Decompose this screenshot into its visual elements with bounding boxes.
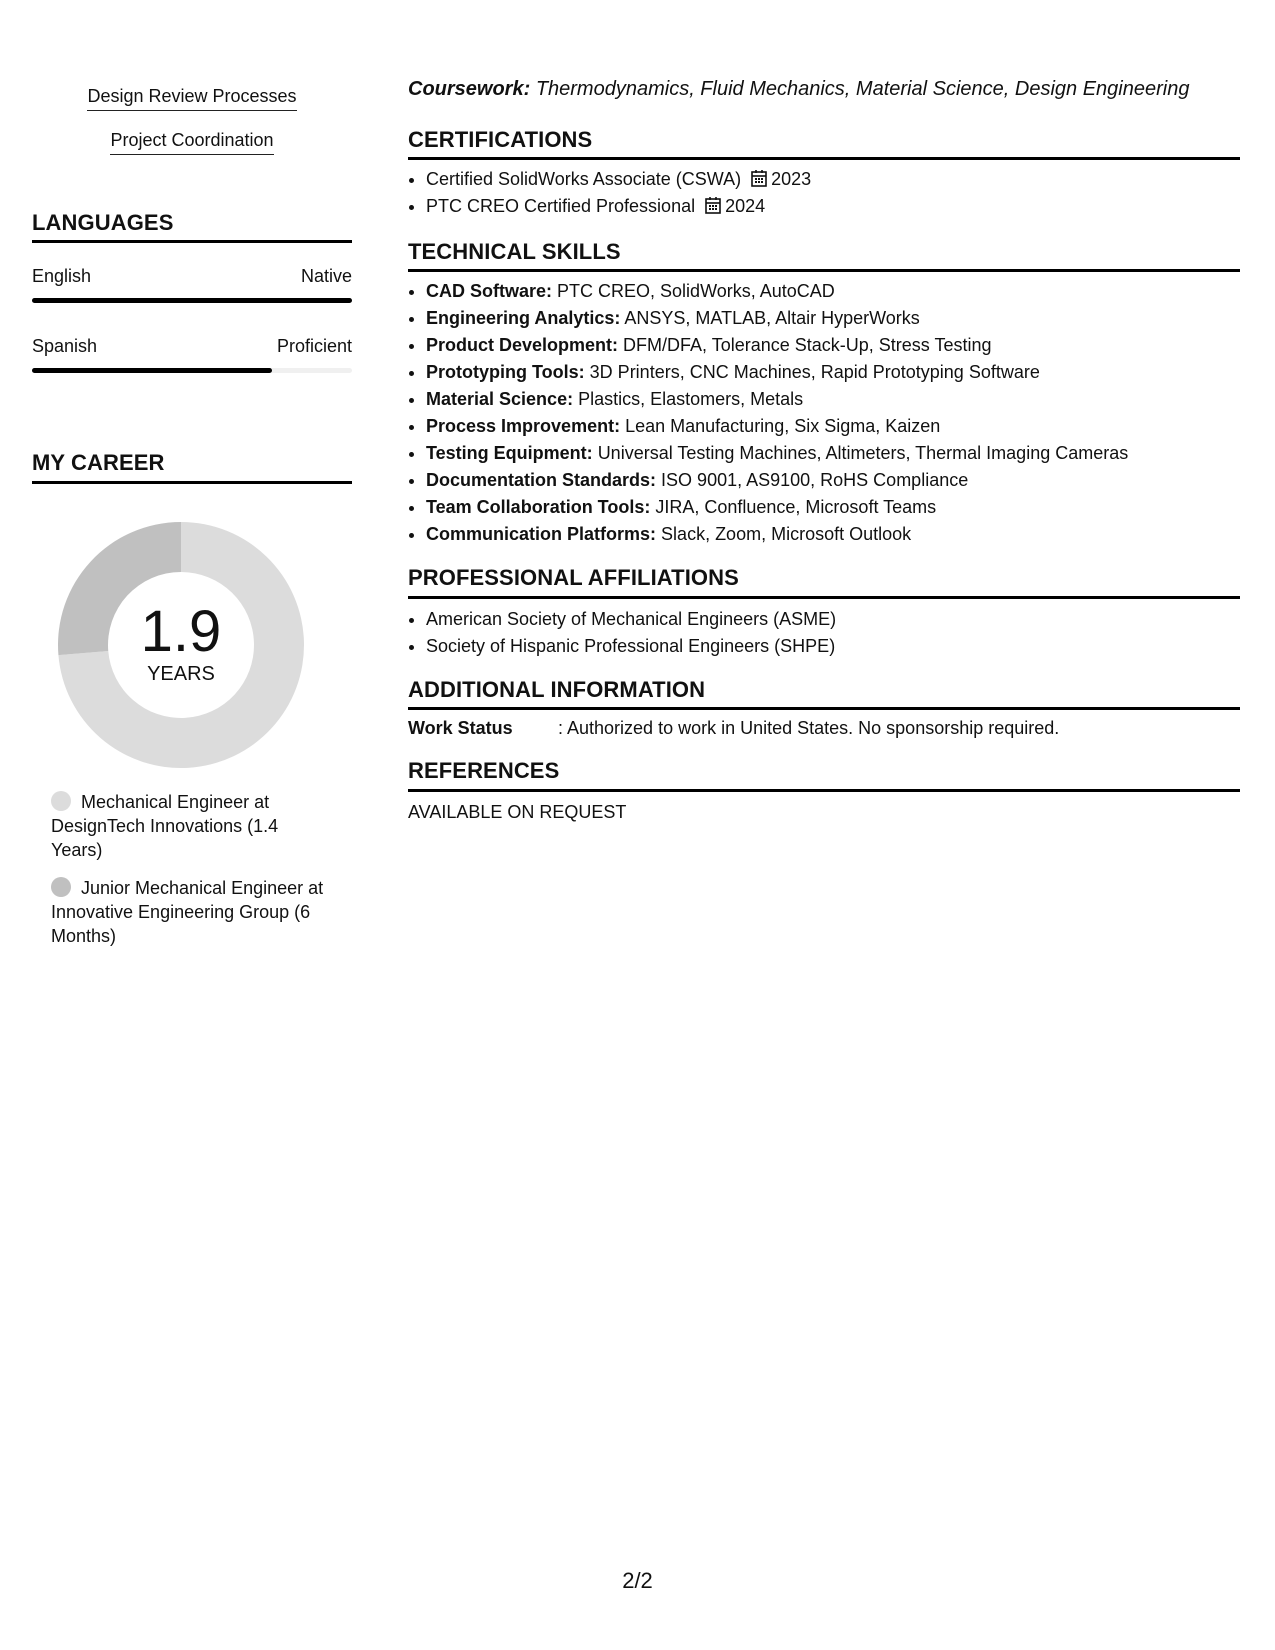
skill-label: Prototyping Tools: <box>426 362 585 382</box>
legend-label: Mechanical Engineer at DesignTech Innovations (1.4 Years) <box>51 792 279 860</box>
skill-text: Slack, Zoom, Microsoft Outlook <box>661 524 912 544</box>
skill-text: Universal Testing Machines, Altimeters, Thermal Imaging Cameras <box>597 443 1129 463</box>
section-divider <box>32 240 352 243</box>
career-legend-item <box>51 876 326 948</box>
skill-link-label: Project Coordination <box>110 130 273 155</box>
language-bar-fill <box>32 368 272 373</box>
work-status-row <box>408 718 1059 739</box>
section-divider <box>408 707 1240 710</box>
coursework-label: Coursework: <box>408 78 531 100</box>
language-level: Proficient <box>276 336 352 356</box>
language-name: English <box>32 266 92 286</box>
language-name: Spanish <box>32 336 98 356</box>
technical-skills-list <box>408 278 1246 548</box>
certifications-heading: CERTIFICATIONS <box>408 127 593 152</box>
legend-color-dot <box>51 877 71 897</box>
affiliation-item: • American Society of Mechanical Engineers (ASME) <box>426 606 1246 633</box>
calendar-icon <box>705 195 721 222</box>
language-english <box>32 266 352 287</box>
certification-name: PTC CREO Certified Professional <box>426 196 696 216</box>
legend-label: Junior Mechanical Engineer at Innovative Engineering Group (6 Months) <box>51 878 324 946</box>
work-status-value: : Authorized to work in United States. No sponsorship required. <box>558 718 1060 738</box>
skill-item <box>426 521 1246 548</box>
affiliations-list <box>408 606 1246 660</box>
language-bar-fill <box>32 298 352 303</box>
affiliation-item: • Society of Hispanic Professional Engineers (SHPE) <box>426 633 1246 660</box>
skill-item <box>426 305 1246 332</box>
skill-label: CAD Software: <box>426 281 553 301</box>
skill-label: Documentation Standards: <box>426 470 657 490</box>
skill-item <box>426 359 1246 386</box>
language-level: Native <box>300 266 352 286</box>
work-status-label: Work Status <box>408 718 513 738</box>
section-divider <box>408 157 1240 160</box>
references-text: AVAILABLE ON REQUEST <box>408 802 627 822</box>
skill-item <box>426 413 1246 440</box>
skill-text: PTC CREO, SolidWorks, AutoCAD <box>557 281 835 301</box>
skill-item <box>426 332 1246 359</box>
skill-item <box>426 494 1246 521</box>
skill-label: Material Science: <box>426 389 574 409</box>
skill-label: Communication Platforms: <box>426 524 657 544</box>
skill-link-label: Design Review Processes <box>87 86 296 111</box>
technical-skills-heading: TECHNICAL SKILLS <box>408 239 621 264</box>
skill-text: Lean Manufacturing, Six Sigma, Kaizen <box>625 416 941 436</box>
language-bar <box>32 368 352 373</box>
skill-text: JIRA, Confluence, Microsoft Teams <box>655 497 937 517</box>
language-spanish <box>32 336 352 357</box>
skill-text: 3D Printers, CNC Machines, Rapid Prototyping Software <box>589 362 1040 382</box>
skill-label: Testing Equipment: <box>426 443 593 463</box>
certifications-list <box>408 166 1246 220</box>
career-heading: MY CAREER <box>32 450 165 475</box>
skill-label: Product Development: <box>426 335 619 355</box>
skill-text: Plastics, Elastomers, Metals <box>578 389 804 409</box>
language-bar <box>32 298 352 303</box>
certification-year: 2024 <box>725 196 766 216</box>
section-divider <box>408 269 1240 272</box>
skill-text: ANSYS, MATLAB, Altair HyperWorks <box>624 308 920 328</box>
career-donut-center <box>56 520 306 770</box>
career-legend-item <box>51 790 326 862</box>
calendar-icon <box>751 168 767 195</box>
section-divider <box>32 481 352 484</box>
certification-year: 2023 <box>771 169 812 189</box>
certification-name: Certified SolidWorks Associate (CSWA) <box>426 169 742 189</box>
coursework-line <box>408 78 1189 101</box>
skill-label: Team Collaboration Tools: <box>426 497 651 517</box>
section-divider <box>408 789 1240 792</box>
affiliations-heading: PROFESSIONAL AFFILIATIONS <box>408 565 739 590</box>
career-total-unit: YEARS <box>147 663 215 685</box>
legend-color-dot <box>51 791 71 811</box>
skill-label: Engineering Analytics: <box>426 308 621 328</box>
languages-heading: LANGUAGES <box>32 210 174 235</box>
skill-text: ISO 9001, AS9100, RoHS Compliance <box>661 470 969 490</box>
skill-item <box>426 386 1246 413</box>
coursework-text: Thermodynamics, Fluid Mechanics, Material Science, Design Engineering <box>535 78 1190 100</box>
skill-label: Process Improvement: <box>426 416 621 436</box>
skill-item <box>426 440 1246 467</box>
career-donut-chart <box>56 520 306 770</box>
page-number: 2/2 <box>622 1568 653 1593</box>
skill-text: DFM/DFA, Tolerance Stack-Up, Stress Testing <box>623 335 992 355</box>
career-total-years: 1.9 <box>140 599 222 664</box>
skill-item <box>426 467 1246 494</box>
certification-item <box>426 193 1246 220</box>
skill-link-design-review[interactable] <box>32 86 352 111</box>
skill-item <box>426 278 1246 305</box>
references-heading: REFERENCES <box>408 758 560 783</box>
certification-item <box>426 166 1246 193</box>
section-divider <box>408 596 1240 599</box>
additional-info-heading: ADDITIONAL INFORMATION <box>408 677 706 702</box>
skill-link-project-coordination[interactable] <box>32 130 352 155</box>
